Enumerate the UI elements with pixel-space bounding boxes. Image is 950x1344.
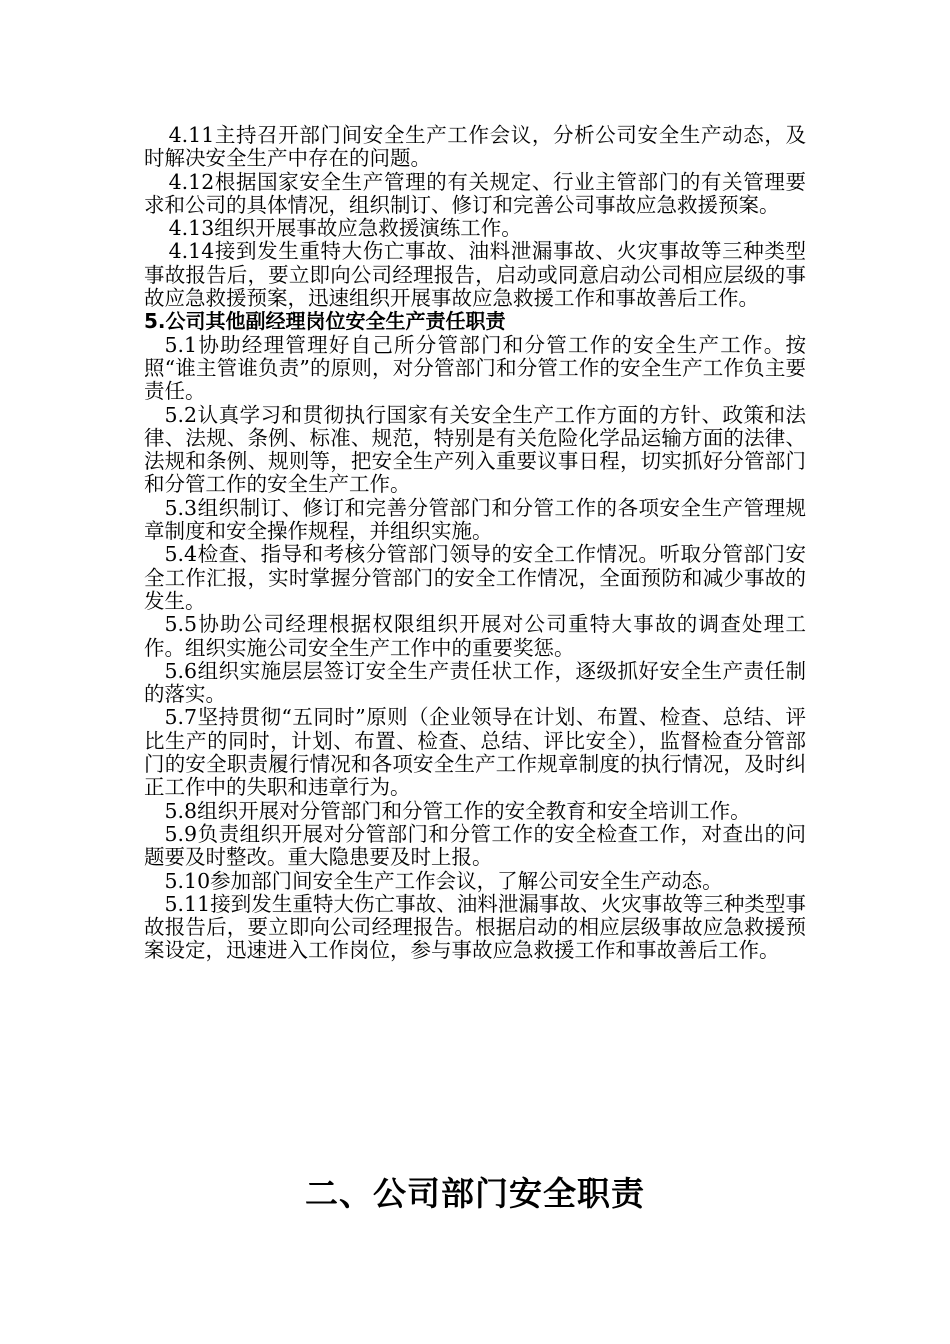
section-heading: 5.公司其他副经理岗位安全生产责任职责 [144,309,506,334]
paragraph-5-3: 5.3组织制订、修订和完善分管部门和分管工作的各项安全生产管理规章制度和安全操作规程，并组织实施。 [144,495,806,544]
paragraph-5-6: 5.6组织实施层层签订安全生产责任状工作，逐级抓好安全生产责任制的落实。 [144,658,806,707]
paragraph-5-4: 5.4检查、指导和考核分管部门领导的安全工作情况。听取分管部门安全工作汇报，实时掌握分管部门的安全工作情况，全面预防和减少事故的发生。 [144,542,806,613]
paragraph-4-11: 4.11主持召开部门间安全生产工作会议，分析公司安全生产动态，及时解决安全生产中存在的问题。 [144,123,806,171]
paragraph-5-2: 5.2认真学习和贯彻执行国家有关安全生产工作方面的方针、政策和法律、法规、条例、标准、规范，特别是有关危险化学品运输方面的法律、法规和条例、规则等，把安全生产列入重要议事日程，切实抓好分管部门和分管工作的安全生产工作。 [144,402,806,497]
paragraph-5-7: 5.7坚持贯彻“五同时”原则（企业领导在计划、布置、检查、总结、评比生产的同时，计划、布置、检查、总结、评比安全），监督检查分管部门的安全职责履行情况和各项安全生产工作规章制度的执行情况，及时纠正工作中的失职和违章行为。 [144,705,806,800]
paragraph-4-14: 4.14接到发生重特大伤亡事故、油料泄漏事故、火灾事故等三种类型事故报告后，要立即向公司经理报告，启动或同意启动公司相应层级的事故应急救援预案，迅速组织开展事故应急救援工作和事故善后工作。 [144,239,806,311]
paragraph-5-11: 5.11接到发生重特大伤亡事故、油料泄漏事故、火灾事故等三种类型事故报告后，要立即向公司经理报告。根据启动的相应层级事故应急救援预案设定，迅速进入工作岗位，参与事故应急救援工作和事故善后工作。 [144,891,806,963]
paragraph-5-9: 5.9负责组织开展对分管部门和分管工作的安全检查工作，对查出的问题要及时整改。重大隐患要及时上报。 [144,821,806,870]
paragraph-5-10: 5.10参加部门间安全生产工作会议，了解公司安全生产动态。 [164,868,723,893]
paragraph-4-13: 4.13组织开展事故应急救援演练工作。 [168,216,522,241]
paragraph-5-5: 5.5协助公司经理根据权限组织开展对公司重特大事故的调查处理工作。组织实施公司安全生产工作中的重要奖惩。 [144,612,806,660]
paragraph-5-1: 5.1协助经理管理好自己所分管部门和分管工作的安全生产工作。按照“谁主管谁负责”的原则，对分管部门和分管工作的安全生产工作负主要责任。 [144,332,806,404]
paragraph-4-12: 4.12根据国家安全生产管理的有关规定、行业主管部门的有关管理要求和公司的具体情况，组织制订、修订和完善公司事故应急救援预案。 [144,169,806,217]
document-body [144,124,806,963]
chapter-title: 二、公司部门安全职责 [305,1174,645,1213]
paragraph-5-8: 5.8组织开展对分管部门和分管工作的安全教育和安全培训工作。 [164,798,751,823]
